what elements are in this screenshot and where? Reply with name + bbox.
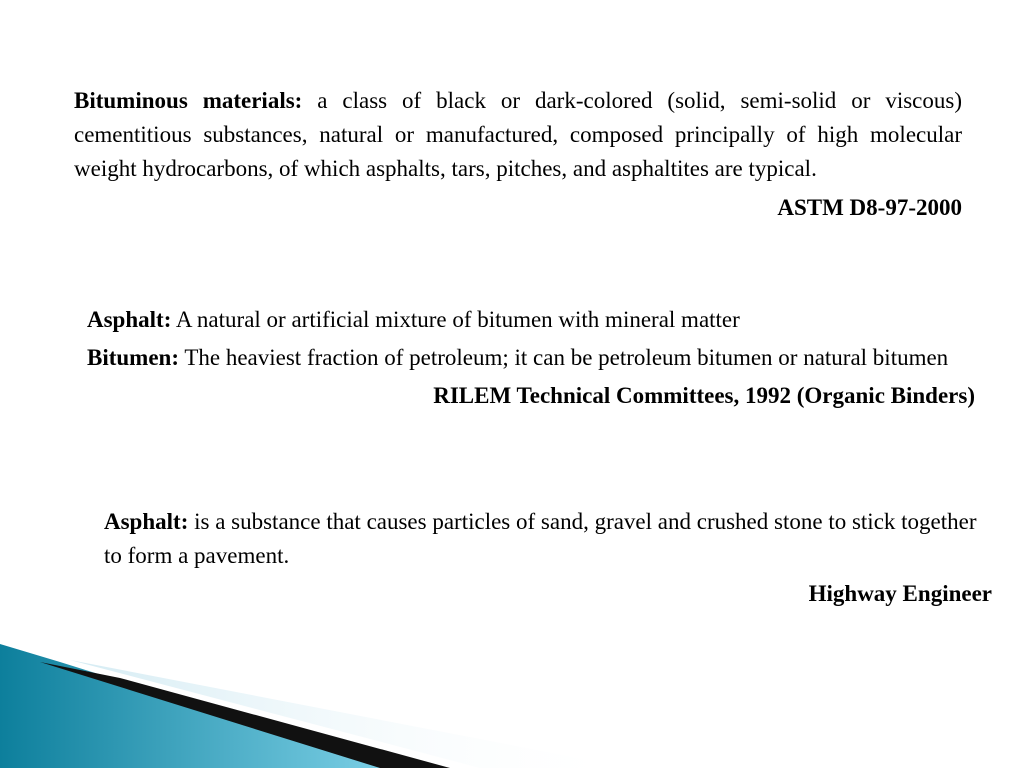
bituminous-materials-definition xyxy=(74,84,962,186)
corner-decoration xyxy=(0,640,1024,768)
bitumen-definition-rilem xyxy=(87,341,975,375)
definition-text: a class of black or dark-colored (solid, semi-solid or viscous) cementitious substances, natural or manufactured, composed principally of high molecular weight hydrocarbons, of which asphalts, tars, pitches, and asphaltites are typical. xyxy=(74,88,962,181)
astm-definition-block xyxy=(74,84,962,225)
definition-term: Bituminous materials: xyxy=(74,88,303,113)
definition-text: The heaviest fraction of petroleum; it can be petroleum bitumen or natural bitumen xyxy=(179,345,949,370)
definition-term: Asphalt: xyxy=(87,307,172,332)
rilem-source: RILEM Technical Committees, 1992 (Organic Binders) xyxy=(433,383,975,408)
highway-source: Highway Engineer xyxy=(808,581,992,606)
definition-text: A natural or artificial mixture of bitumen with mineral matter xyxy=(171,307,740,332)
asphalt-definition-rilem xyxy=(87,303,975,337)
astm-source: ASTM D8-97-2000 xyxy=(777,195,962,220)
definition-term: Asphalt: xyxy=(104,509,189,534)
definition-text: is a substance that causes particles of sand, gravel and crushed stone to stick together to form a pavement. xyxy=(104,509,977,568)
asphalt-definition-highway xyxy=(104,505,992,573)
definition-term: Bitumen: xyxy=(87,345,179,370)
rilem-definition-block xyxy=(87,303,975,413)
highway-definition-block xyxy=(104,505,992,611)
